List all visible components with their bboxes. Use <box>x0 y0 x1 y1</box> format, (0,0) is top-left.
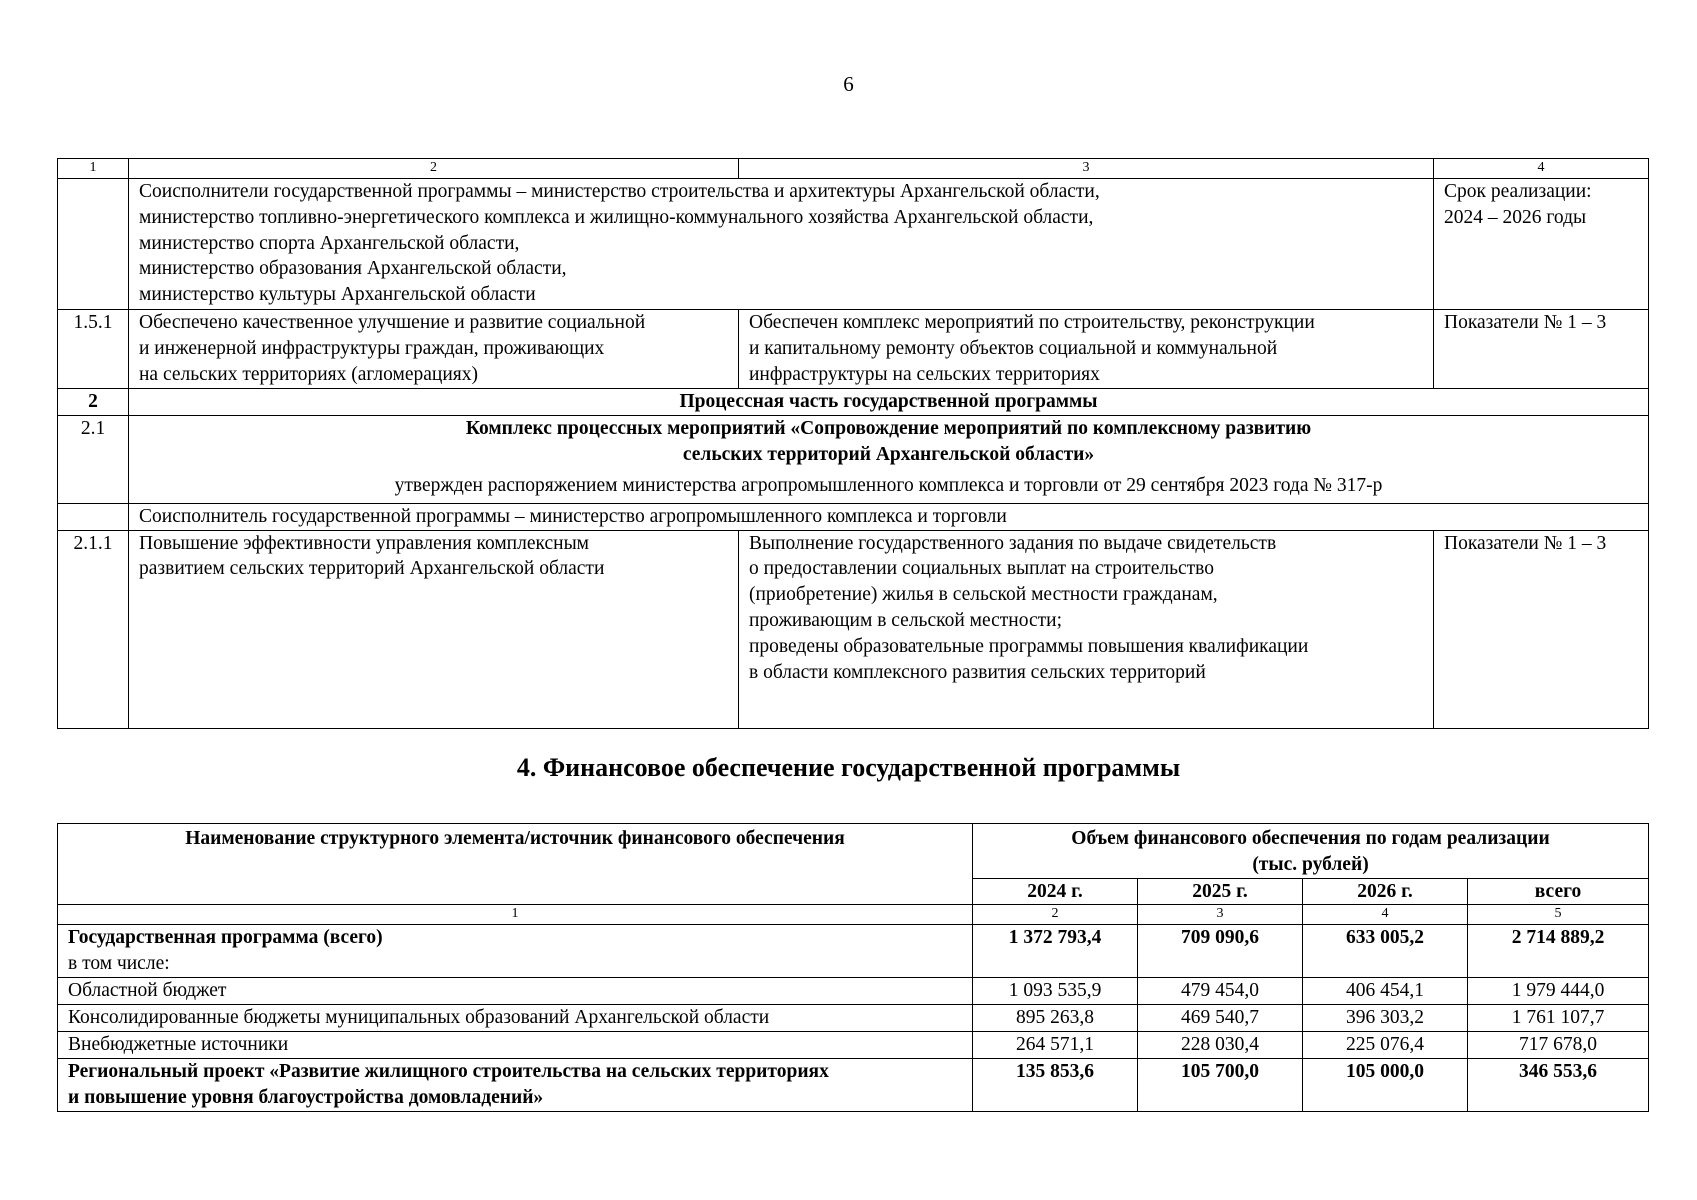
result-cell <box>739 530 1434 728</box>
term-label: Срок реализации: <box>1444 181 1592 202</box>
complex-title-line: Комплекс процессных мероприятий «Сопровождение мероприятий по комплексному развитию <box>465 417 1312 439</box>
process-complex-cell <box>129 415 1649 503</box>
total-header: всего <box>1468 878 1649 905</box>
column-number: 3 <box>739 159 1434 179</box>
value-2026: 633 005,2 <box>1303 925 1468 978</box>
term-value: 2024 – 2026 годы <box>1444 206 1587 228</box>
financing-header-row <box>58 824 1649 879</box>
volume-header <box>973 824 1649 879</box>
coexecutor-line: министерство культуры Архангельской области <box>139 284 536 306</box>
volume-header-line: (тыс. рублей) <box>1252 853 1369 875</box>
volume-header-line: Объем финансового обеспечения по годам реализации <box>1071 828 1550 849</box>
table-row <box>58 1058 1649 1111</box>
result-line: проживающим в сельской местности; <box>749 609 1063 631</box>
row-name: Консолидированные бюджеты муниципальных образований Архангельской области <box>58 1005 973 1032</box>
value-total: 2 714 889,2 <box>1468 925 1649 978</box>
column-number: 1 <box>58 905 973 925</box>
table-row <box>58 530 1649 728</box>
value-2026: 105 000,0 <box>1303 1058 1468 1111</box>
row-name <box>58 1058 973 1111</box>
value-2026: 225 076,4 <box>1303 1031 1468 1058</box>
row-number: 2.1.1 <box>58 530 129 728</box>
column-number: 4 <box>1303 905 1468 925</box>
result-line: и капитальному ремонту объектов социальной и коммунальной <box>749 337 1278 359</box>
year-header: 2025 г. <box>1138 878 1303 905</box>
coexecutor-line: министерство образования Архангельской области, <box>139 258 567 280</box>
empty-cell <box>58 179 129 310</box>
result-line: в области комплексного развития сельских территорий <box>749 661 1206 683</box>
value-2024: 1 093 535,9 <box>973 978 1138 1005</box>
name-header: Наименование структурного элемента/источник финансового обеспечения <box>58 824 973 905</box>
result-line: Обеспечен комплекс мероприятий по строительству, реконструкции <box>749 312 1315 333</box>
column-number: 3 <box>1138 905 1303 925</box>
section-row <box>58 389 1649 416</box>
row-name: Областной бюджет <box>58 978 973 1005</box>
value-2025: 479 454,0 <box>1138 978 1303 1005</box>
section-number: 2 <box>58 389 129 416</box>
column-number: 1 <box>58 159 129 179</box>
section-heading: Процессная часть государственной программы <box>129 389 1649 416</box>
table-row <box>58 978 1649 1005</box>
indicators-cell: Показатели № 1 – 3 <box>1434 310 1649 389</box>
task-cell <box>129 530 739 728</box>
coexecutors-row <box>58 179 1649 310</box>
complex-title-line: сельских территорий Архангельской области» <box>682 443 1095 465</box>
row-name <box>58 925 973 978</box>
value-2024: 264 571,1 <box>973 1031 1138 1058</box>
value-total: 346 553,6 <box>1468 1058 1649 1111</box>
coexecutor-cell: Соисполнитель государственной программы – министерство агропромышленного комплекса и торговли <box>129 503 1649 530</box>
row-subtitle: в том числе: <box>68 953 170 975</box>
row-number: 2.1 <box>58 415 129 503</box>
row-name-line: Государственная программа (всего) <box>68 927 383 949</box>
coexecutor-row <box>58 503 1649 530</box>
value-2024: 1 372 793,4 <box>973 925 1138 978</box>
value-2025: 228 030,4 <box>1138 1031 1303 1058</box>
column-number: 5 <box>1468 905 1649 925</box>
process-complex-row <box>58 415 1649 503</box>
empty-cell <box>58 503 129 530</box>
table-row <box>58 1005 1649 1032</box>
table-row <box>58 1031 1649 1058</box>
year-header: 2026 г. <box>1303 878 1468 905</box>
task-cell <box>129 310 739 389</box>
approval-note: утвержден распоряжением министерства агропромышленного комплекса и торговли от 29 сентября 2023 года № 317-р <box>394 475 1383 497</box>
task-line: развитием сельских территорий Архангельской области <box>139 558 605 580</box>
value-total: 1 761 107,7 <box>1468 1005 1649 1032</box>
column-number: 2 <box>973 905 1138 925</box>
result-line: проведены образовательные программы повышения квалификации <box>749 635 1309 657</box>
section-title: 4. Финансовое обеспечение государственной программы <box>516 753 1181 782</box>
page-number: 6 <box>843 72 854 96</box>
coexecutor-line: Соисполнители государственной программы – министерство строительства и архитектуры Архангельской области, <box>139 181 1100 202</box>
row-name-line: Региональный проект «Развитие жилищного строительства на сельских территориях <box>68 1060 829 1082</box>
result-line: инфраструктуры на сельских территориях <box>749 363 1100 385</box>
table-header-row <box>58 159 1649 179</box>
year-header: 2024 г. <box>973 878 1138 905</box>
result-line: о предоставлении социальных выплат на строительство <box>749 558 1214 580</box>
task-line: Обеспечено качественное улучшение и развитие социальной <box>139 312 646 333</box>
coexecutor-line: министерство топливно-энергетического комплекса и жилищно-коммунального хозяйства Архангельской области, <box>139 206 1094 228</box>
value-2025: 105 700,0 <box>1138 1058 1303 1111</box>
task-line: Повышение эффективности управления комплексным <box>139 532 590 554</box>
term-cell <box>1434 179 1649 310</box>
column-numbers-row <box>58 905 1649 925</box>
result-line: Выполнение государственного задания по выдаче свидетельств <box>749 532 1277 554</box>
indicators-cell: Показатели № 1 – 3 <box>1434 530 1649 728</box>
value-total: 717 678,0 <box>1468 1031 1649 1058</box>
row-name-line: и повышение уровня благоустройства домовладений» <box>68 1086 544 1108</box>
value-2025: 469 540,7 <box>1138 1005 1303 1032</box>
row-number: 1.5.1 <box>58 310 129 389</box>
value-2026: 406 454,1 <box>1303 978 1468 1005</box>
value-2024: 135 853,6 <box>973 1058 1138 1111</box>
program-structure-table <box>57 158 1649 729</box>
value-2024: 895 263,8 <box>973 1005 1138 1032</box>
row-name: Внебюджетные источники <box>58 1031 973 1058</box>
table-row <box>58 310 1649 389</box>
value-2025: 709 090,6 <box>1138 925 1303 978</box>
task-line: на сельских территориях (агломерациях) <box>139 363 478 385</box>
financing-table <box>57 823 1649 1112</box>
result-line: (приобретение) жилья в сельской местности гражданам, <box>749 584 1218 606</box>
coexecutors-cell <box>129 179 1434 310</box>
value-total: 1 979 444,0 <box>1468 978 1649 1005</box>
task-line: и инженерной инфраструктуры граждан, проживающих <box>139 337 605 359</box>
value-2026: 396 303,2 <box>1303 1005 1468 1032</box>
column-number: 2 <box>129 159 739 179</box>
table-row <box>58 925 1649 978</box>
result-cell <box>739 310 1434 389</box>
coexecutor-line: министерство спорта Архангельской области, <box>139 232 520 254</box>
column-number: 4 <box>1434 159 1649 179</box>
